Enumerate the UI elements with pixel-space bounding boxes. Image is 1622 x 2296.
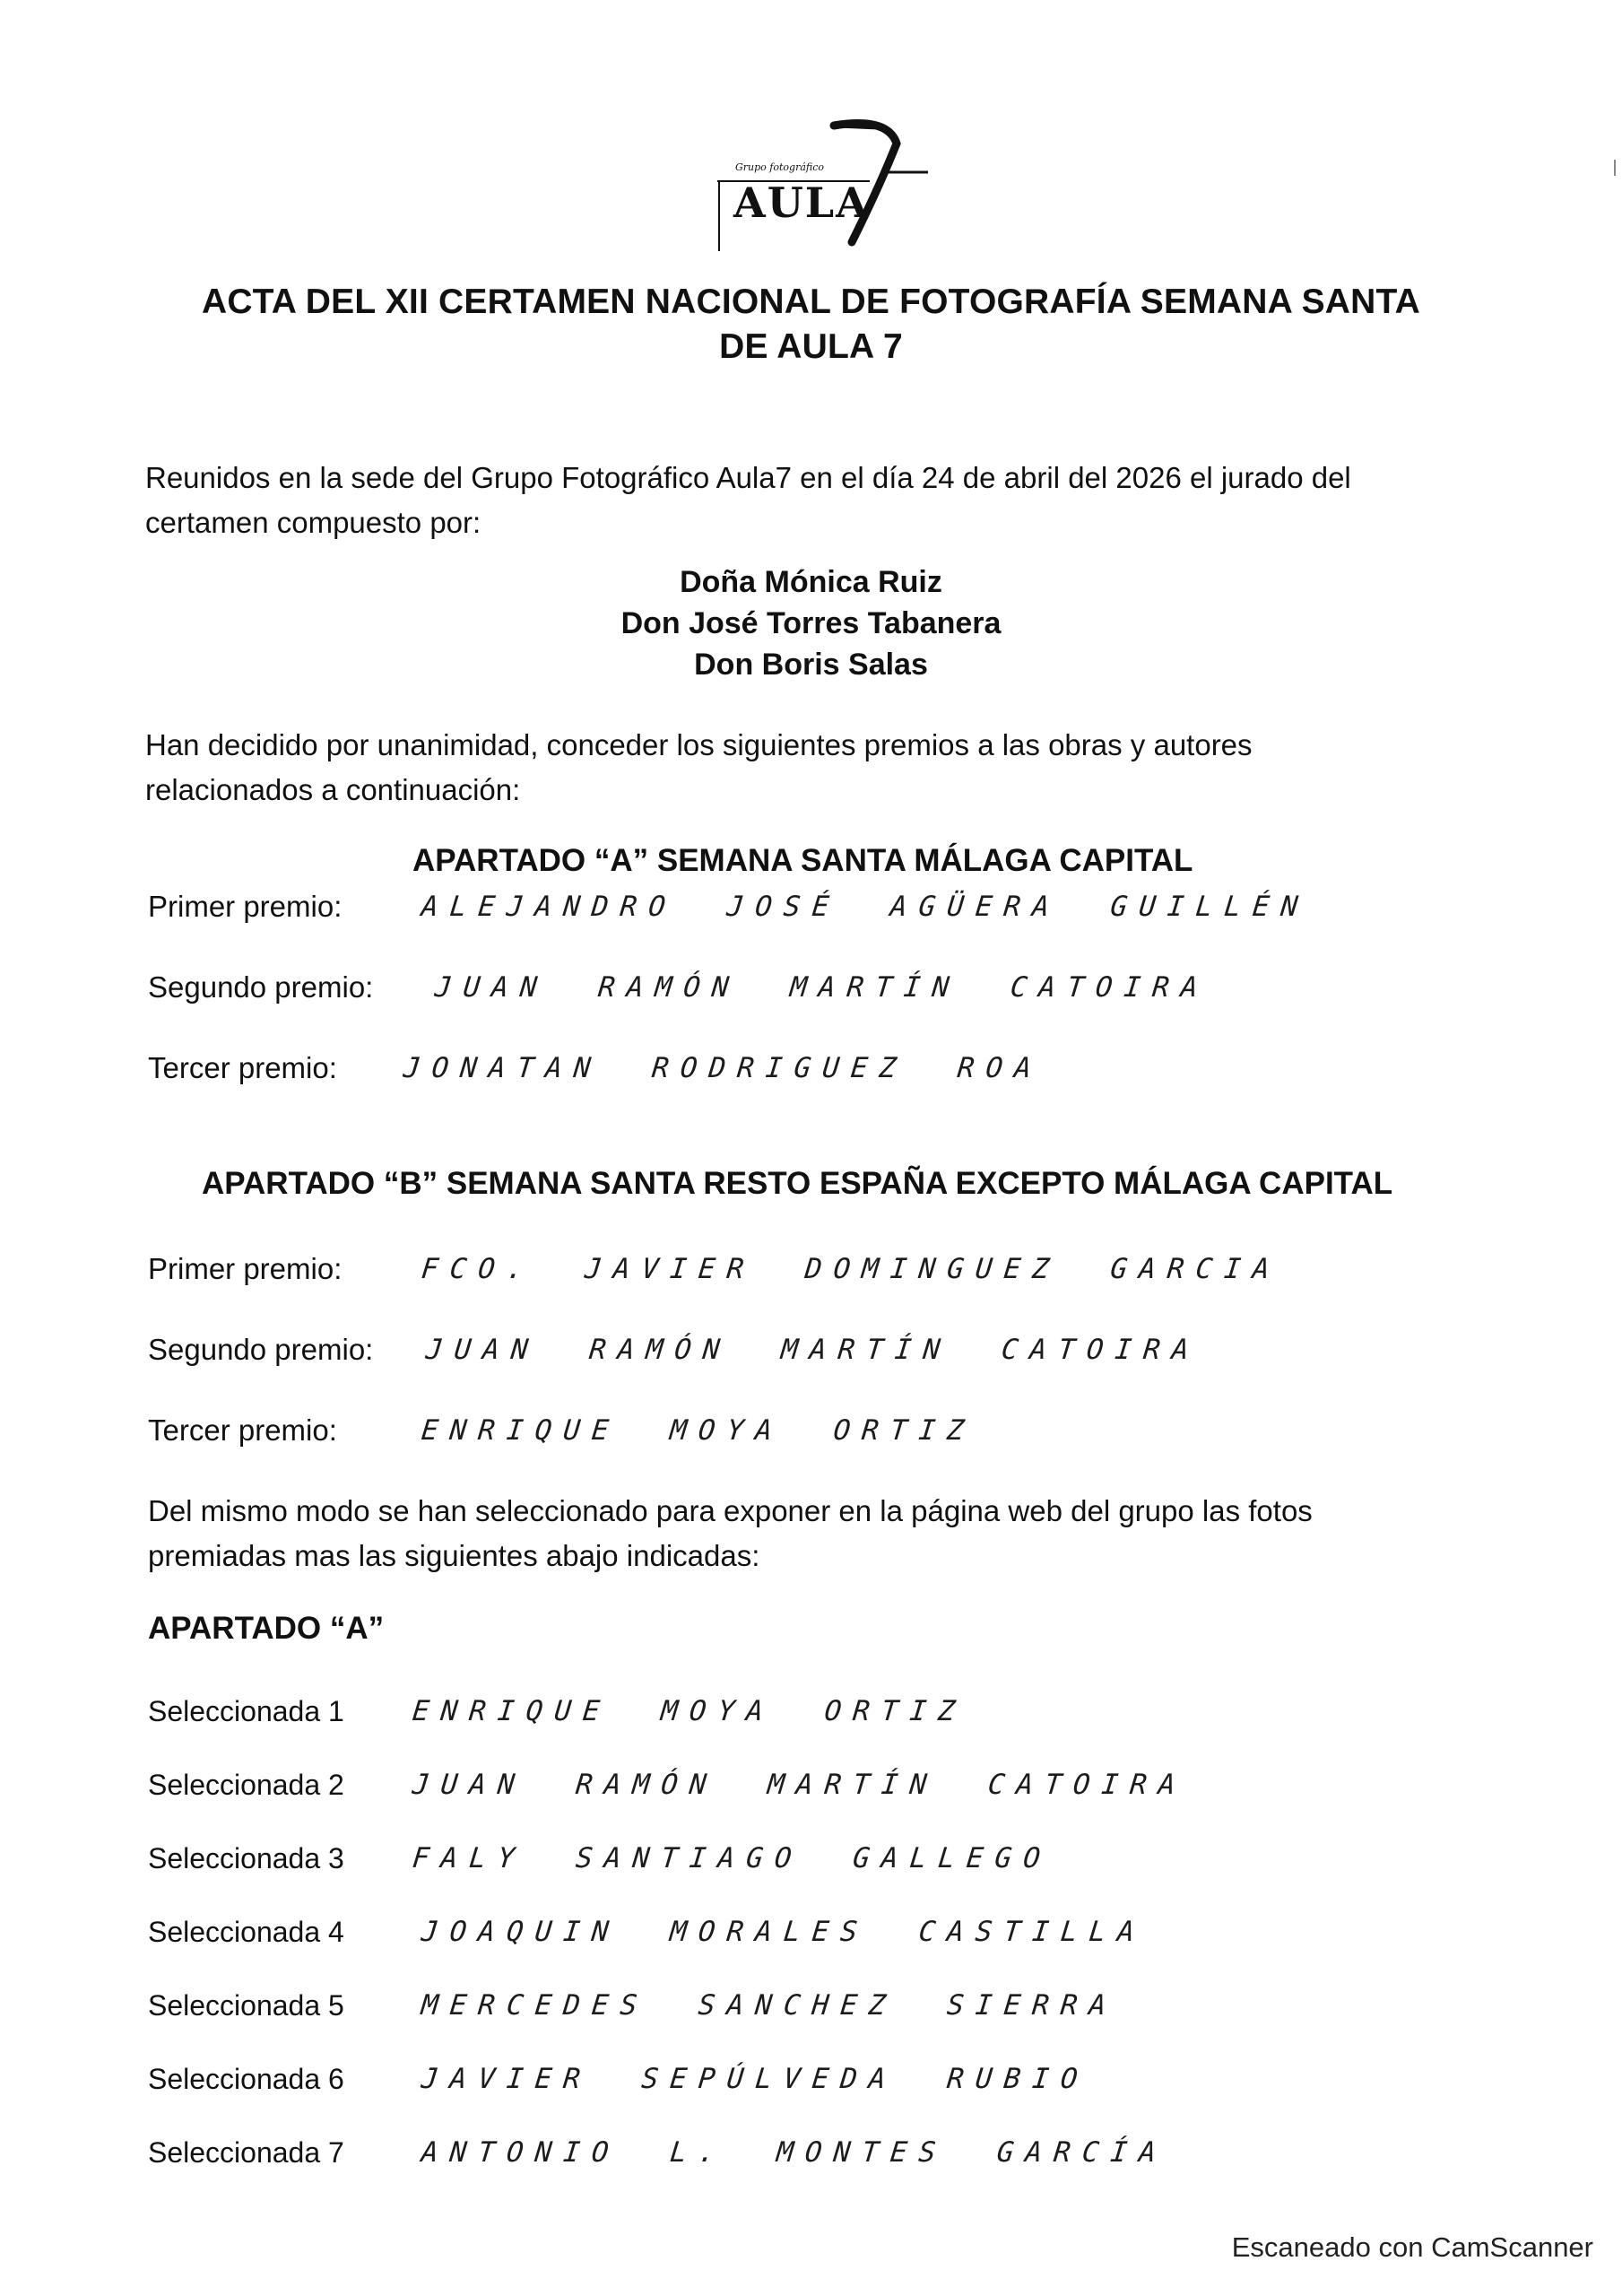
section-a-prize-row <box>148 880 1312 934</box>
section-b-prize-row <box>148 1404 976 1457</box>
intro-line-2: certamen compuesto por: <box>145 506 481 539</box>
decision-paragraph <box>145 723 1253 813</box>
selection-row <box>148 1758 1187 1812</box>
selection-label: Seleccionada 3 <box>148 1841 344 1874</box>
section-b-heading: APARTADO “B” SEMANA SANTA RESTO ESPAÑA EXCEPTO MÁLAGA CAPITAL <box>202 1166 1393 1201</box>
selection-label: Seleccionada 1 <box>148 1694 344 1727</box>
prize-label: Primer premio: <box>148 890 343 923</box>
prize-label: Tercer premio: <box>148 1051 337 1084</box>
intro-paragraph <box>145 456 1351 545</box>
handwritten-winner: JUAN RAMÓN MARTÍN CATOIRA <box>424 1334 1202 1366</box>
decision-line-2: relacionados a continuación: <box>145 773 521 806</box>
handwritten-winner: JONATAN RODRIGUEZ ROA <box>402 1052 1045 1084</box>
aula7-logo-graphic <box>699 108 932 251</box>
selection-row <box>148 1979 1120 2032</box>
selection-row <box>148 1905 1146 1959</box>
section-a-prize-row <box>148 1041 1043 1095</box>
section-b-prize-row <box>148 1323 1201 1377</box>
selection-heading: APARTADO “A” <box>148 1611 385 1646</box>
selection-label: Seleccionada 6 <box>148 2062 344 2095</box>
title-line-1: ACTA DEL XII CERTAMEN NACIONAL DE FOTOGRAFÍA SEMANA SANTA <box>201 283 1421 321</box>
selection-intro-line-1: Del mismo modo se han seleccionado para exponer en la página web del grupo las fotos <box>148 1494 1313 1527</box>
section-a-heading: APARTADO “A” SEMANA SANTA MÁLAGA CAPITAL <box>412 843 1193 878</box>
section-b-prize-row <box>148 1242 1281 1296</box>
selection-row <box>148 2052 1089 2106</box>
prize-label: Segundo premio: <box>148 1333 374 1366</box>
camscanner-watermark: Escaneado con CamScanner <box>1231 2231 1593 2263</box>
selection-row <box>148 1684 967 1738</box>
selection-label: Seleccionada 4 <box>148 1915 344 1948</box>
selection-label: Seleccionada 5 <box>148 1988 344 2022</box>
handwritten-winner: FCO. JAVIER DOMINGUEZ GARCIA <box>420 1253 1283 1285</box>
jury-list <box>0 561 1622 685</box>
selection-row <box>148 1831 1052 1885</box>
handwritten-selected-name: ENRIQUE MOYA ORTIZ <box>411 1695 968 1727</box>
selection-intro-line-2: premiadas mas las siguientes abajo indicadas: <box>148 1539 760 1572</box>
handwritten-selected-name: JAVIER SEPÚLVEDA RUBIO <box>420 2063 1091 2095</box>
selection-label: Seleccionada 2 <box>148 1768 344 1801</box>
selection-intro <box>148 1489 1313 1578</box>
handwritten-selected-name: JOAQUIN MORALES CASTILLA <box>420 1916 1148 1948</box>
scan-edge-mark <box>1614 160 1616 176</box>
jury-member: Don Boris Salas <box>694 648 928 682</box>
handwritten-selected-name: FALY SANTIAGO GALLEGO <box>411 1842 1054 1874</box>
handwritten-selected-name: MERCEDES SANCHEZ SIERRA <box>420 1989 1120 2022</box>
handwritten-winner: JUAN RAMÓN MARTÍN CATOIRA <box>433 971 1211 1004</box>
selection-row <box>148 2126 1167 2179</box>
jury-member: Doña Mónica Ruiz <box>680 565 942 599</box>
title-line-2: DE AULA 7 <box>719 327 903 366</box>
prize-label: Primer premio: <box>148 1252 343 1285</box>
logo-main-text: AULA <box>733 178 870 227</box>
decision-line-1: Han decidido por unanimidad, conceder los siguientes premios a las obras y autores <box>145 728 1253 761</box>
handwritten-winner: ENRIQUE MOYA ORTIZ <box>420 1414 977 1447</box>
prize-label: Segundo premio: <box>148 970 374 1004</box>
aula7-logo <box>699 108 932 251</box>
handwritten-selected-name: ANTONIO L. MONTES GARCÍA <box>420 2136 1169 2169</box>
section-a-prize-row <box>148 961 1210 1014</box>
document-title <box>0 280 1622 370</box>
prize-label: Tercer premio: <box>148 1413 337 1447</box>
intro-line-1: Reunidos en la sede del Grupo Fotográfico Aula7 en el día 24 de abril del 2026 el jurado del <box>145 461 1351 494</box>
handwritten-winner: ALEJANDRO JOSÉ AGÜERA GUILLÉN <box>420 891 1312 923</box>
handwritten-selected-name: JUAN RAMÓN MARTÍN CATOIRA <box>411 1769 1189 1801</box>
jury-member: Don José Torres Tabanera <box>620 606 1002 640</box>
logo-small-text: Grupo fotográfico <box>735 161 825 173</box>
selection-label: Seleccionada 7 <box>148 2135 344 2169</box>
